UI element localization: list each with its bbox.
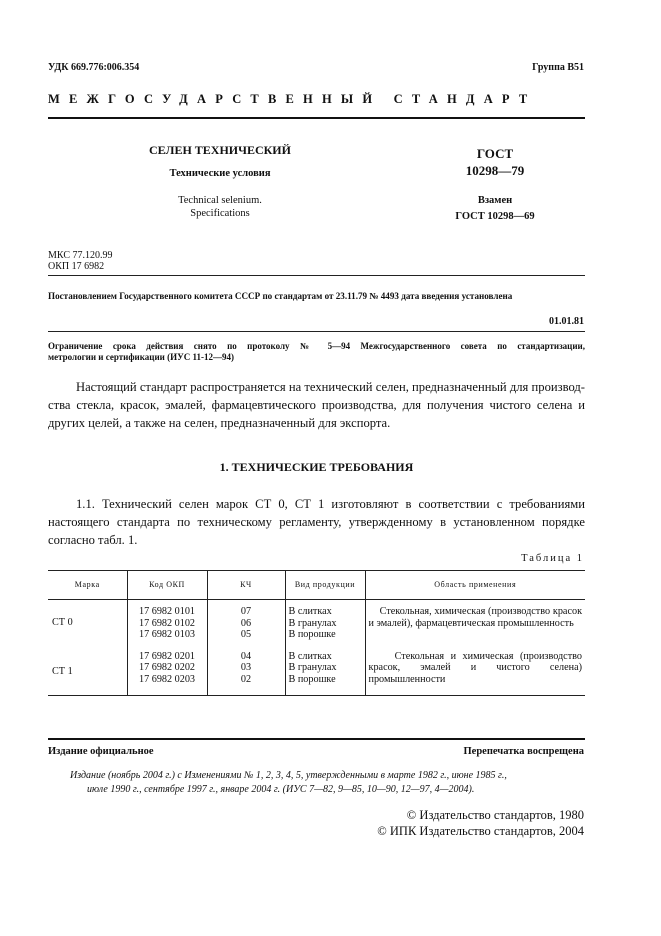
intro-paragraph xyxy=(48,378,585,432)
section1-line3: согласно табл. 1. xyxy=(48,533,138,547)
col-header-kind: Вид продукции xyxy=(285,571,365,600)
section1-paragraph xyxy=(48,495,585,549)
udk-code: УДК 669.776:006.354 xyxy=(48,62,140,73)
reprint-prohibited: Перепечатка воспрещена xyxy=(463,746,584,757)
col-header-mark: Марка xyxy=(48,571,127,600)
replaces-label: Взамен xyxy=(477,195,513,206)
copyright-1980: © Издательство стандартов, 1980 xyxy=(406,808,584,822)
cell-area: Стекольная и химическая (производство красок, эмалей и чистого селена) промышленности xyxy=(365,649,585,696)
cell-mark: СТ 0 xyxy=(52,617,73,628)
cell-okp: 17 6982 0101 17 6982 0102 17 6982 0103 xyxy=(127,600,207,649)
document-title: СЕЛЕН ТЕХНИЧЕСКИЙ xyxy=(149,143,291,157)
group-code: Группа В51 xyxy=(532,62,584,73)
okp-code: ОКП 17 6982 xyxy=(48,261,105,272)
cell-okp: 17 6982 0201 17 6982 0202 17 6982 0203 xyxy=(127,649,207,696)
decree-text: Постановлением Государственного комитета СССР по стандартам от 23.11.79 № 4493 дата введения установлена xyxy=(48,291,513,301)
table-row xyxy=(48,600,585,649)
decree-rule xyxy=(48,331,585,332)
section1-heading: 1. ТЕХНИЧЕСКИЕ ТРЕБОВАНИЯ xyxy=(219,460,414,474)
codes-rule xyxy=(48,275,585,276)
cell-kch: 04 03 02 xyxy=(207,649,285,696)
col-header-okp: Код ОКП xyxy=(127,571,207,600)
copyright-2004: © ИПК Издательство стандартов, 2004 xyxy=(377,824,584,838)
intro-line3: других целей, а также на селен, предназначенный для экспорта. xyxy=(48,416,391,430)
english-title-line2: Specifications xyxy=(190,208,250,219)
document-subtitle: Технические условия xyxy=(169,168,271,179)
restriction-line1: Ограничение срока действия снято по протоколу № 5—94 Межгосударственного совета по стандартизации, xyxy=(48,341,585,351)
col-header-area: Область применения xyxy=(365,571,585,600)
table-header-row xyxy=(48,571,585,600)
header-rule xyxy=(48,117,585,119)
footer-rule xyxy=(48,738,585,740)
table-row xyxy=(48,649,585,696)
english-title-line1: Technical selenium. xyxy=(178,195,262,206)
edition-note-line2: июле 1990 г., сентябре 1997 г., январе 2004 г. (ИУС 7—82, 9—85, 10—90, 12—97, 4—2004). xyxy=(87,784,475,795)
replaces-gost: ГОСТ 10298—69 xyxy=(455,211,535,222)
section1-line2: настоящего стандарта по техническому регламенту, утвержденному в установленном порядке xyxy=(48,515,585,529)
intro-line1: Настоящий стандарт распространяется на технический селен, предназначенный для производ- xyxy=(76,380,585,394)
col-header-kch: КЧ xyxy=(207,571,285,600)
cell-kind: В слитках В гранулах В порошке xyxy=(285,600,365,649)
gost-label: ГОСТ xyxy=(476,146,514,161)
cell-kch: 07 06 05 xyxy=(207,600,285,649)
table-caption: Таблица 1 xyxy=(521,553,584,564)
effective-date: 01.01.81 xyxy=(549,316,584,327)
edition-note-line1: Издание (ноябрь 2004 г.) с Изменениями № 1, 2, 3, 4, 5, утвержденными в марте 1982 г., июне 1985 г., xyxy=(70,770,507,781)
cell-area: Стекольная, химическая (производство красок и эмалей), фармацевтическая промышленность xyxy=(365,600,585,649)
cell-mark: СТ 1 xyxy=(48,649,127,696)
restriction-line2: метрологии и сертификации (ИУС 11-12—94) xyxy=(48,352,234,362)
gost-number: 10298—79 xyxy=(465,163,525,178)
mks-code: МКС 77.120.99 xyxy=(48,250,113,261)
standard-banner: МЕЖГОСУДАРСТВЕННЫЙ СТАНДАРТ xyxy=(48,92,537,106)
spec-table xyxy=(48,570,585,696)
intro-line2: ства стекла, красок, эмалей, фармацевтического производства, для получения чистого селена и xyxy=(48,398,585,412)
official-edition: Издание официальное xyxy=(48,746,154,757)
section1-line1: 1.1. Технический селен марок СТ 0, СТ 1 изготовляют в соответствии с требованиями xyxy=(76,497,585,511)
cell-kind: В слитках В гранулах В порошке xyxy=(285,649,365,696)
